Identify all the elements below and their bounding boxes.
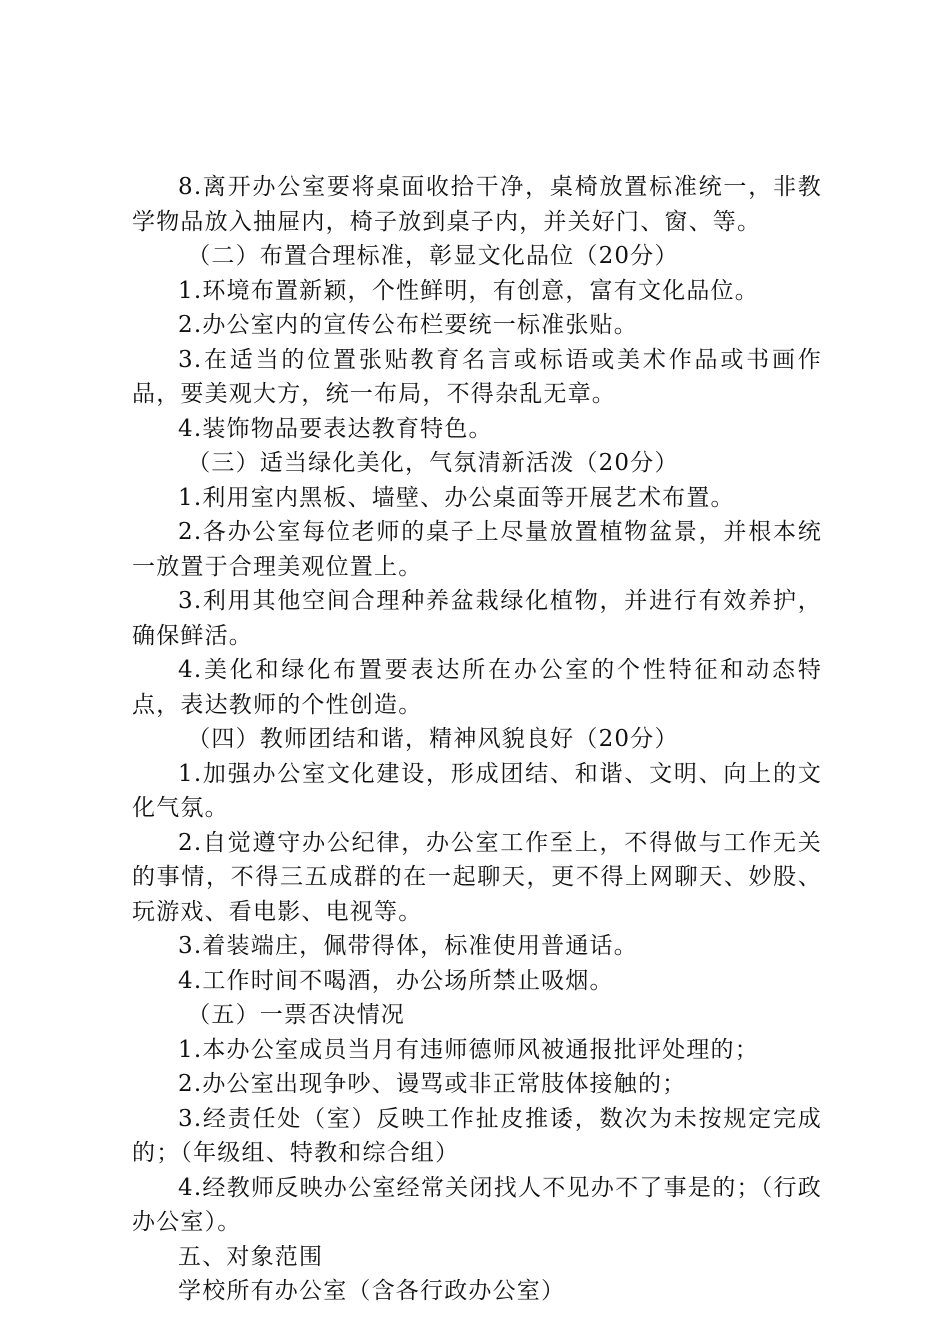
veto-item-shirking: 3.经责任处（室）反映工作扯皮推诿，数次为未按规定完成的；（年级组、特教和综合组） [132,1105,822,1166]
section-heading-greening: （三）适当绿化美化，气氛清新活泼（20分） [187,450,679,476]
rule-item-8-tidy-desk: 8.离开办公室要将桌面收拾干净，桌椅放置标准统一，非教学物品放入抽屉内，椅子放到桌子内，并关好门、窗、等。 [132,174,822,235]
rule-item-personality: 4.美化和绿化布置要表达所在办公室的个性特征和动态特点，表达教师的个性创造。 [132,657,822,718]
rule-item-dress: 3.着装端庄，佩带得体，标准使用普通话。 [178,933,638,959]
rule-item-no-drinking: 4.工作时间不喝酒，办公场所禁止吸烟。 [178,967,614,994]
section-heading-teamwork: （四）教师团结和谐，精神风貌良好（20分） [187,726,679,752]
veto-item-quarrel: 2.办公室出现争吵、谩骂或非正常肢体接触的； [178,1071,687,1097]
veto-item-closed-office: 4.经教师反映办公室经常关闭找人不见办不了事是的；（行政办公室）。 [132,1174,822,1235]
veto-item-ethics: 1.本办公室成员当月有违师德师风被通报批评处理的； [178,1036,759,1063]
section-heading-scope: 五、对象范围 [178,1243,324,1270]
rule-item-office-culture: 1.加强办公室文化建设，形成团结、和谐、文明、向上的文化气氛。 [132,760,822,821]
rule-item-environment: 1.环境布置新颖，个性鲜明，有创意，富有文化品位。 [178,277,759,304]
rule-item-art-layout: 1.利用室内黑板、墙壁、办公桌面等开展艺术布置。 [178,484,735,511]
document-body [132,170,822,1309]
rule-item-bulletin: 2.办公室内的宣传公布栏要统一标准张贴。 [178,312,638,338]
rule-item-decorations: 4.装饰物品要表达教育特色。 [178,415,493,442]
section-heading-layout: （二）布置合理标准，彰显文化品位（20分） [187,243,679,269]
scope-text: 学校所有办公室（含各行政办公室） [178,1278,566,1304]
rule-item-discipline: 2.自觉遵守办公纪律，办公室工作至上，不得做与工作无关的事情，不得三五成群的在一起聊天，更不得上网聊天、妙股、玩游戏、看电影、电视等。 [132,829,822,925]
rule-item-plant-care: 3.利用其他空间合理种养盆栽绿化植物，并进行有效养护，确保鲜活。 [132,588,822,649]
rule-item-potted-plants: 2.各办公室每位老师的桌子上尽量放置植物盆景，并根本统一放置于合理美观位置上。 [132,519,822,580]
section-heading-veto: （五）一票否决情况 [187,1002,405,1028]
rule-item-posters: 3.在适当的位置张贴教育名言或标语或美术作品或书画作品，要美观大方，统一布局，不得杂乱无章。 [132,346,822,407]
